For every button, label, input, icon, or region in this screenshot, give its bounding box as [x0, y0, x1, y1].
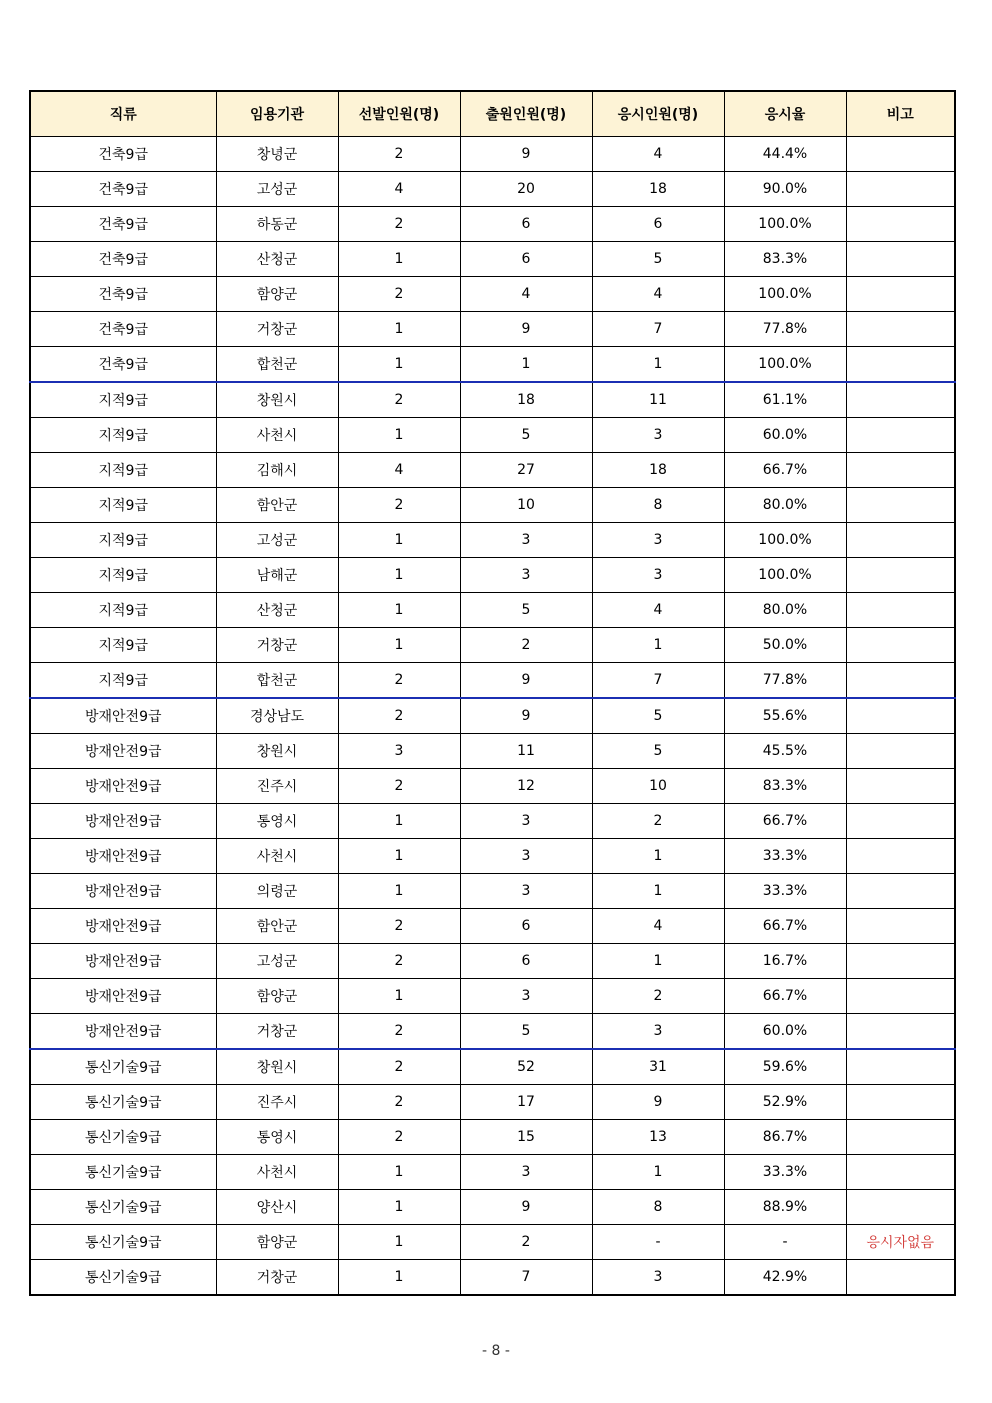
table-row	[30, 663, 955, 699]
cell-job-type: 지적9급	[30, 488, 216, 523]
cell-job-type: 건축9급	[30, 242, 216, 277]
cell-attended: 8	[592, 1190, 724, 1225]
cell-applied: 2	[460, 628, 592, 663]
cell-job-type: 방재안전9급	[30, 698, 216, 734]
cell-selected: 2	[338, 769, 460, 804]
cell-selected: 1	[338, 523, 460, 558]
cell-applied: 5	[460, 418, 592, 453]
cell-selected: 2	[338, 277, 460, 312]
cell-job-type: 지적9급	[30, 453, 216, 488]
cell-agency: 고성군	[216, 172, 338, 207]
cell-selected: 2	[338, 1014, 460, 1050]
cell-attended: 6	[592, 207, 724, 242]
cell-agency: 거창군	[216, 312, 338, 347]
cell-job-type: 방재안전9급	[30, 944, 216, 979]
cell-note	[846, 453, 955, 488]
cell-note	[846, 523, 955, 558]
cell-agency: 창원시	[216, 382, 338, 418]
cell-applied: 27	[460, 453, 592, 488]
table-row	[30, 1049, 955, 1085]
header-attended: 응시인원(명)	[592, 91, 724, 137]
cell-note	[846, 734, 955, 769]
cell-note	[846, 137, 955, 172]
cell-attended: 9	[592, 1085, 724, 1120]
cell-agency: 통영시	[216, 1120, 338, 1155]
cell-job-type: 방재안전9급	[30, 804, 216, 839]
cell-attended: 1	[592, 347, 724, 383]
cell-rate: 60.0%	[724, 418, 846, 453]
table-row	[30, 172, 955, 207]
cell-rate: 50.0%	[724, 628, 846, 663]
header-applied: 출원인원(명)	[460, 91, 592, 137]
table-row	[30, 207, 955, 242]
cell-applied: 9	[460, 663, 592, 699]
cell-attended: 1	[592, 944, 724, 979]
cell-selected: 1	[338, 628, 460, 663]
header-note: 비고	[846, 91, 955, 137]
header-job-type: 직류	[30, 91, 216, 137]
cell-applied: 12	[460, 769, 592, 804]
cell-selected: 2	[338, 1120, 460, 1155]
table-row	[30, 698, 955, 734]
cell-job-type: 통신기술9급	[30, 1049, 216, 1085]
cell-job-type: 지적9급	[30, 628, 216, 663]
cell-applied: 6	[460, 242, 592, 277]
cell-agency: 고성군	[216, 944, 338, 979]
cell-job-type: 지적9급	[30, 418, 216, 453]
cell-note	[846, 1120, 955, 1155]
cell-rate: 100.0%	[724, 347, 846, 383]
cell-applied: 4	[460, 277, 592, 312]
cell-job-type: 지적9급	[30, 523, 216, 558]
cell-attended: 18	[592, 172, 724, 207]
cell-agency: 함양군	[216, 277, 338, 312]
cell-rate: 42.9%	[724, 1260, 846, 1296]
cell-selected: 2	[338, 382, 460, 418]
cell-rate: 66.7%	[724, 979, 846, 1014]
table-row	[30, 1120, 955, 1155]
table-row	[30, 1014, 955, 1050]
cell-rate: 83.3%	[724, 769, 846, 804]
cell-selected: 2	[338, 488, 460, 523]
cell-selected: 1	[338, 1190, 460, 1225]
cell-selected: 1	[338, 874, 460, 909]
cell-attended: 7	[592, 663, 724, 699]
cell-agency: 함안군	[216, 488, 338, 523]
cell-applied: 1	[460, 347, 592, 383]
table-row	[30, 312, 955, 347]
cell-attended: 2	[592, 804, 724, 839]
cell-agency: 하동군	[216, 207, 338, 242]
cell-selected: 2	[338, 1085, 460, 1120]
cell-applied: 6	[460, 944, 592, 979]
cell-agency: 진주시	[216, 1085, 338, 1120]
cell-agency: 창원시	[216, 1049, 338, 1085]
cell-selected: 2	[338, 1049, 460, 1085]
cell-note	[846, 804, 955, 839]
cell-agency: 합천군	[216, 347, 338, 383]
cell-attended: 8	[592, 488, 724, 523]
cell-attended: 3	[592, 558, 724, 593]
table-row	[30, 944, 955, 979]
cell-selected: 1	[338, 804, 460, 839]
cell-selected: 4	[338, 453, 460, 488]
cell-attended: 4	[592, 909, 724, 944]
cell-attended: 4	[592, 137, 724, 172]
cell-job-type: 방재안전9급	[30, 979, 216, 1014]
table-row	[30, 874, 955, 909]
cell-applied: 3	[460, 1155, 592, 1190]
cell-agency: 고성군	[216, 523, 338, 558]
cell-job-type: 건축9급	[30, 347, 216, 383]
cell-agency: 경상남도	[216, 698, 338, 734]
cell-rate: 100.0%	[724, 277, 846, 312]
cell-rate: 33.3%	[724, 1155, 846, 1190]
page-number: - 8 -	[482, 1343, 510, 1359]
cell-agency: 거창군	[216, 1260, 338, 1296]
cell-agency: 함안군	[216, 909, 338, 944]
cell-rate: 100.0%	[724, 558, 846, 593]
cell-attended: 5	[592, 242, 724, 277]
cell-applied: 6	[460, 207, 592, 242]
cell-note	[846, 347, 955, 383]
cell-note	[846, 1190, 955, 1225]
cell-job-type: 지적9급	[30, 593, 216, 628]
cell-note	[846, 874, 955, 909]
cell-selected: 3	[338, 734, 460, 769]
cell-agency: 산청군	[216, 242, 338, 277]
cell-agency: 거창군	[216, 1014, 338, 1050]
cell-agency: 의령군	[216, 874, 338, 909]
cell-note	[846, 663, 955, 699]
cell-attended: 5	[592, 734, 724, 769]
cell-applied: 9	[460, 1190, 592, 1225]
cell-applied: 5	[460, 1014, 592, 1050]
cell-selected: 1	[338, 979, 460, 1014]
cell-agency: 창원시	[216, 734, 338, 769]
cell-agency: 통영시	[216, 804, 338, 839]
table-row	[30, 1190, 955, 1225]
cell-selected: 1	[338, 558, 460, 593]
cell-selected: 1	[338, 1260, 460, 1296]
cell-job-type: 지적9급	[30, 663, 216, 699]
cell-attended: 4	[592, 277, 724, 312]
cell-selected: 1	[338, 593, 460, 628]
table-row	[30, 382, 955, 418]
cell-agency: 진주시	[216, 769, 338, 804]
cell-selected: 2	[338, 137, 460, 172]
cell-agency: 양산시	[216, 1190, 338, 1225]
cell-applied: 7	[460, 1260, 592, 1296]
table-row	[30, 1155, 955, 1190]
cell-note	[846, 769, 955, 804]
cell-agency: 함양군	[216, 979, 338, 1014]
cell-attended: 3	[592, 1260, 724, 1296]
table-row	[30, 734, 955, 769]
cell-note	[846, 488, 955, 523]
cell-attended: 1	[592, 874, 724, 909]
cell-job-type: 방재안전9급	[30, 734, 216, 769]
cell-rate: 86.7%	[724, 1120, 846, 1155]
cell-note	[846, 1049, 955, 1085]
header-selected: 선발인원(명)	[338, 91, 460, 137]
cell-applied: 52	[460, 1049, 592, 1085]
cell-job-type: 건축9급	[30, 277, 216, 312]
cell-note	[846, 172, 955, 207]
cell-rate: 16.7%	[724, 944, 846, 979]
cell-note	[846, 207, 955, 242]
cell-rate: 88.9%	[724, 1190, 846, 1225]
cell-selected: 2	[338, 698, 460, 734]
cell-rate: 77.8%	[724, 663, 846, 699]
cell-applied: 3	[460, 979, 592, 1014]
cell-rate: 52.9%	[724, 1085, 846, 1120]
cell-job-type: 통신기술9급	[30, 1155, 216, 1190]
cell-applied: 3	[460, 874, 592, 909]
cell-job-type: 통신기술9급	[30, 1120, 216, 1155]
cell-agency: 창녕군	[216, 137, 338, 172]
cell-attended: 7	[592, 312, 724, 347]
cell-job-type: 건축9급	[30, 312, 216, 347]
cell-rate: 66.7%	[724, 909, 846, 944]
cell-attended: 18	[592, 453, 724, 488]
cell-job-type: 방재안전9급	[30, 909, 216, 944]
cell-rate: 33.3%	[724, 839, 846, 874]
cell-note: 응시자없음	[846, 1225, 955, 1260]
cell-job-type: 방재안전9급	[30, 1014, 216, 1050]
cell-note	[846, 698, 955, 734]
cell-agency: 산청군	[216, 593, 338, 628]
cell-attended: 1	[592, 839, 724, 874]
cell-selected: 1	[338, 1155, 460, 1190]
cell-note	[846, 312, 955, 347]
cell-job-type: 통신기술9급	[30, 1085, 216, 1120]
cell-attended: 5	[592, 698, 724, 734]
cell-agency: 거창군	[216, 628, 338, 663]
cell-rate: 66.7%	[724, 453, 846, 488]
cell-attended: 1	[592, 628, 724, 663]
cell-attended: 10	[592, 769, 724, 804]
cell-selected: 2	[338, 207, 460, 242]
cell-applied: 10	[460, 488, 592, 523]
cell-attended: -	[592, 1225, 724, 1260]
table-row	[30, 242, 955, 277]
table-header-row	[30, 91, 955, 137]
table-row	[30, 347, 955, 383]
cell-applied: 9	[460, 312, 592, 347]
table-row	[30, 804, 955, 839]
cell-applied: 3	[460, 523, 592, 558]
cell-agency: 사천시	[216, 418, 338, 453]
cell-note	[846, 979, 955, 1014]
cell-job-type: 방재안전9급	[30, 769, 216, 804]
cell-selected: 2	[338, 909, 460, 944]
cell-applied: 9	[460, 137, 592, 172]
cell-applied: 17	[460, 1085, 592, 1120]
cell-note	[846, 242, 955, 277]
cell-applied: 3	[460, 804, 592, 839]
cell-attended: 4	[592, 593, 724, 628]
cell-applied: 9	[460, 698, 592, 734]
cell-selected: 1	[338, 242, 460, 277]
table-row	[30, 839, 955, 874]
table-row	[30, 1225, 955, 1260]
cell-applied: 3	[460, 839, 592, 874]
cell-note	[846, 628, 955, 663]
table-row	[30, 909, 955, 944]
cell-note	[846, 944, 955, 979]
table-row	[30, 1085, 955, 1120]
cell-selected: 2	[338, 944, 460, 979]
header-agency: 임용기관	[216, 91, 338, 137]
cell-rate: 100.0%	[724, 207, 846, 242]
cell-selected: 2	[338, 663, 460, 699]
cell-attended: 2	[592, 979, 724, 1014]
results-table	[29, 90, 956, 1296]
cell-job-type: 방재안전9급	[30, 874, 216, 909]
table-row	[30, 628, 955, 663]
cell-rate: 44.4%	[724, 137, 846, 172]
cell-selected: 4	[338, 172, 460, 207]
cell-selected: 1	[338, 418, 460, 453]
cell-applied: 18	[460, 382, 592, 418]
header-rate: 응시율	[724, 91, 846, 137]
cell-applied: 15	[460, 1120, 592, 1155]
cell-job-type: 방재안전9급	[30, 839, 216, 874]
cell-rate: 66.7%	[724, 804, 846, 839]
cell-note	[846, 1155, 955, 1190]
cell-selected: 1	[338, 347, 460, 383]
cell-note	[846, 277, 955, 312]
cell-rate: 45.5%	[724, 734, 846, 769]
cell-note	[846, 1085, 955, 1120]
cell-rate: -	[724, 1225, 846, 1260]
cell-note	[846, 593, 955, 628]
cell-job-type: 통신기술9급	[30, 1190, 216, 1225]
cell-note	[846, 1260, 955, 1296]
cell-note	[846, 382, 955, 418]
cell-attended: 3	[592, 1014, 724, 1050]
cell-note	[846, 558, 955, 593]
table-row	[30, 558, 955, 593]
cell-selected: 1	[338, 312, 460, 347]
cell-note	[846, 909, 955, 944]
cell-rate: 83.3%	[724, 242, 846, 277]
cell-attended: 13	[592, 1120, 724, 1155]
cell-rate: 80.0%	[724, 488, 846, 523]
table-row	[30, 488, 955, 523]
cell-job-type: 지적9급	[30, 382, 216, 418]
cell-rate: 100.0%	[724, 523, 846, 558]
cell-job-type: 통신기술9급	[30, 1260, 216, 1296]
cell-note	[846, 1014, 955, 1050]
cell-rate: 90.0%	[724, 172, 846, 207]
table-row	[30, 769, 955, 804]
cell-note	[846, 418, 955, 453]
cell-rate: 80.0%	[724, 593, 846, 628]
table-row	[30, 137, 955, 172]
cell-rate: 59.6%	[724, 1049, 846, 1085]
cell-agency: 사천시	[216, 839, 338, 874]
cell-agency: 함양군	[216, 1225, 338, 1260]
cell-applied: 6	[460, 909, 592, 944]
cell-note	[846, 839, 955, 874]
table-row	[30, 979, 955, 1014]
cell-attended: 3	[592, 523, 724, 558]
cell-job-type: 통신기술9급	[30, 1225, 216, 1260]
cell-selected: 1	[338, 1225, 460, 1260]
cell-agency: 합천군	[216, 663, 338, 699]
table-row	[30, 277, 955, 312]
cell-attended: 31	[592, 1049, 724, 1085]
cell-rate: 55.6%	[724, 698, 846, 734]
cell-job-type: 지적9급	[30, 558, 216, 593]
cell-agency: 사천시	[216, 1155, 338, 1190]
cell-applied: 20	[460, 172, 592, 207]
table-row	[30, 1260, 955, 1296]
table-body	[30, 137, 955, 1296]
cell-selected: 1	[338, 839, 460, 874]
table-row	[30, 593, 955, 628]
cell-applied: 3	[460, 558, 592, 593]
cell-attended: 11	[592, 382, 724, 418]
cell-applied: 11	[460, 734, 592, 769]
table-row	[30, 418, 955, 453]
cell-applied: 2	[460, 1225, 592, 1260]
cell-job-type: 건축9급	[30, 207, 216, 242]
cell-attended: 3	[592, 418, 724, 453]
cell-agency: 남해군	[216, 558, 338, 593]
table-row	[30, 453, 955, 488]
cell-rate: 77.8%	[724, 312, 846, 347]
cell-job-type: 건축9급	[30, 137, 216, 172]
cell-rate: 60.0%	[724, 1014, 846, 1050]
cell-attended: 1	[592, 1155, 724, 1190]
table-row	[30, 523, 955, 558]
cell-job-type: 건축9급	[30, 172, 216, 207]
cell-rate: 33.3%	[724, 874, 846, 909]
cell-applied: 5	[460, 593, 592, 628]
cell-rate: 61.1%	[724, 382, 846, 418]
cell-agency: 김해시	[216, 453, 338, 488]
